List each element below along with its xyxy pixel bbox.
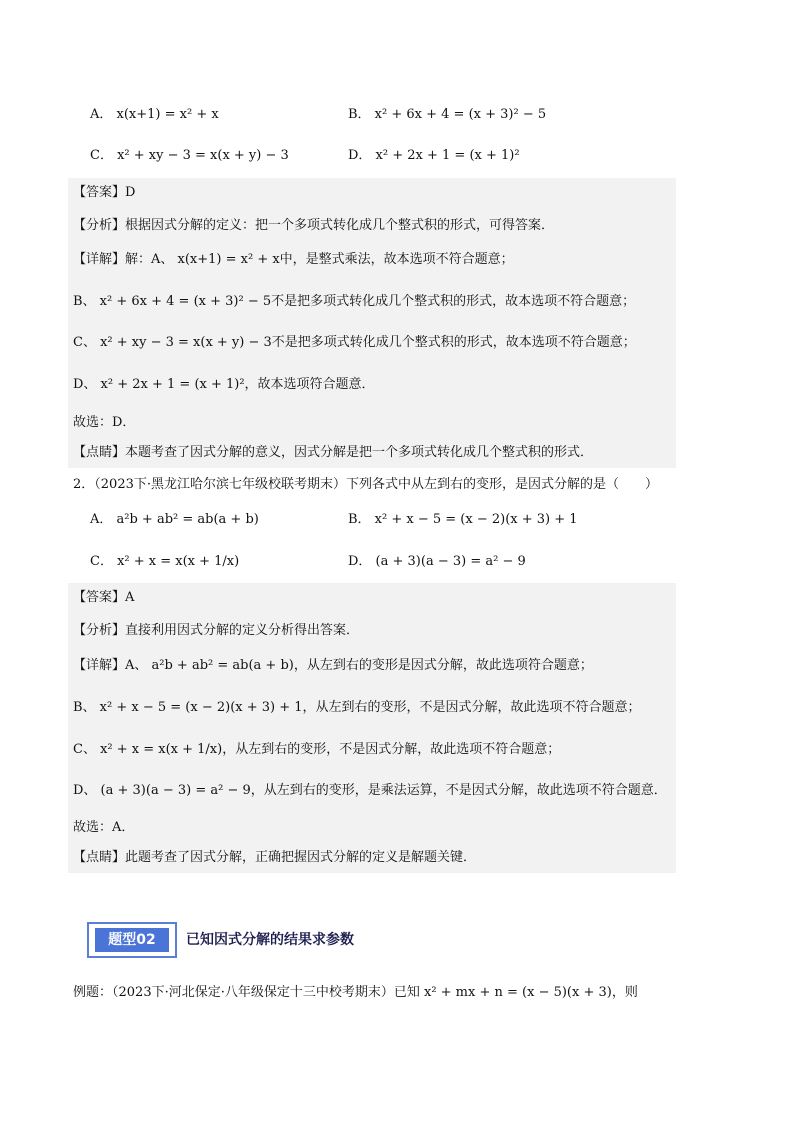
q2-detail-a: 【详解】A、 a²b + ab² = ab(a + b)，从左到右的变形是因式分解，故此选项符合题意；: [73, 658, 593, 673]
q1-analysis: 【分析】根据因式分解的定义：把一个多项式转化成几个整式积的形式，可得答案．: [73, 218, 555, 233]
q2-answer: 【答案】A: [73, 590, 135, 605]
section-title: 已知因式分解的结果求参数: [186, 932, 354, 948]
q1-option-a: A． x(x+1) = x² + x: [90, 107, 219, 122]
q2-detail-d: D、 (a + 3)(a − 3) = a² − 9，从左到右的变形，是乘法运算，不是因式分解，故此选项不符合题意．: [73, 783, 667, 798]
q2-option-d: D． (a + 3)(a − 3) = a² − 9: [348, 554, 526, 569]
q2-option-b: B． x² + x − 5 = (x − 2)(x + 3) + 1: [348, 512, 578, 527]
q2-analysis: 【分析】直接利用因式分解的定义分析得出答案．: [73, 623, 360, 638]
q1-detail-a: 【详解】解：A、 x(x+1) = x² + x中，是整式乘法，故本选项不符合题意；: [73, 252, 514, 267]
q1-detail-c: C、 x² + xy − 3 = x(x + y) − 3不是把多项式转化成几个整式积的形式，故本选项不符合题意；: [73, 335, 636, 350]
q2-option-a: A． a²b + ab² = ab(a + b): [90, 512, 259, 527]
q2-option-c: C． x² + x = x(x + 1/x): [90, 554, 240, 569]
q1-option-c: C． x² + xy − 3 = x(x + y) − 3: [90, 148, 289, 163]
q1-detail-d: D、 x² + 2x + 1 = (x + 1)²，故本选项符合题意．: [73, 377, 375, 392]
q2-choose: 故选：A．: [73, 820, 135, 835]
q2-detail-c: C、 x² + x = x(x + 1/x)，从左到右的变形，不是因式分解，故此选项不符合题意；: [73, 742, 561, 757]
q2-comment: 【点睛】此题考查了因式分解，正确把握因式分解的定义是解题关键．: [73, 850, 477, 865]
example-stem: 例题：（2023下·河北保定·八年级保定十三中校考期末）已知 x² + mx + n = (x − 5)(x + 3)，则: [73, 985, 638, 1000]
q1-detail-b: B、 x² + 6x + 4 = (x + 3)² − 5不是把多项式转化成几个整式积的形式，故本选项不符合题意；: [73, 294, 636, 309]
q1-option-b: B． x² + 6x + 4 = (x + 3)² − 5: [348, 107, 547, 122]
q1-answer: 【答案】D: [73, 185, 136, 200]
q1-option-d: D． x² + 2x + 1 = (x + 1)²: [348, 148, 520, 163]
q2-detail-b: B、 x² + x − 5 = (x − 2)(x + 3) + 1，从左到右的变形，不是因式分解，故此选项不符合题意；: [73, 700, 641, 715]
section-badge: [87, 922, 177, 958]
q1-comment: 【点睛】本题考查了因式分解的意义，因式分解是把一个多项式转化成几个整式积的形式．: [73, 445, 594, 460]
section-label: 题型02: [95, 928, 169, 952]
q1-choose: 故选：D．: [73, 415, 136, 430]
q2-stem: 2．（2023下·黑龙江哈尔滨七年级校联考期末）下列各式中从左到右的变形，是因式分解的是（ ）: [73, 477, 658, 492]
